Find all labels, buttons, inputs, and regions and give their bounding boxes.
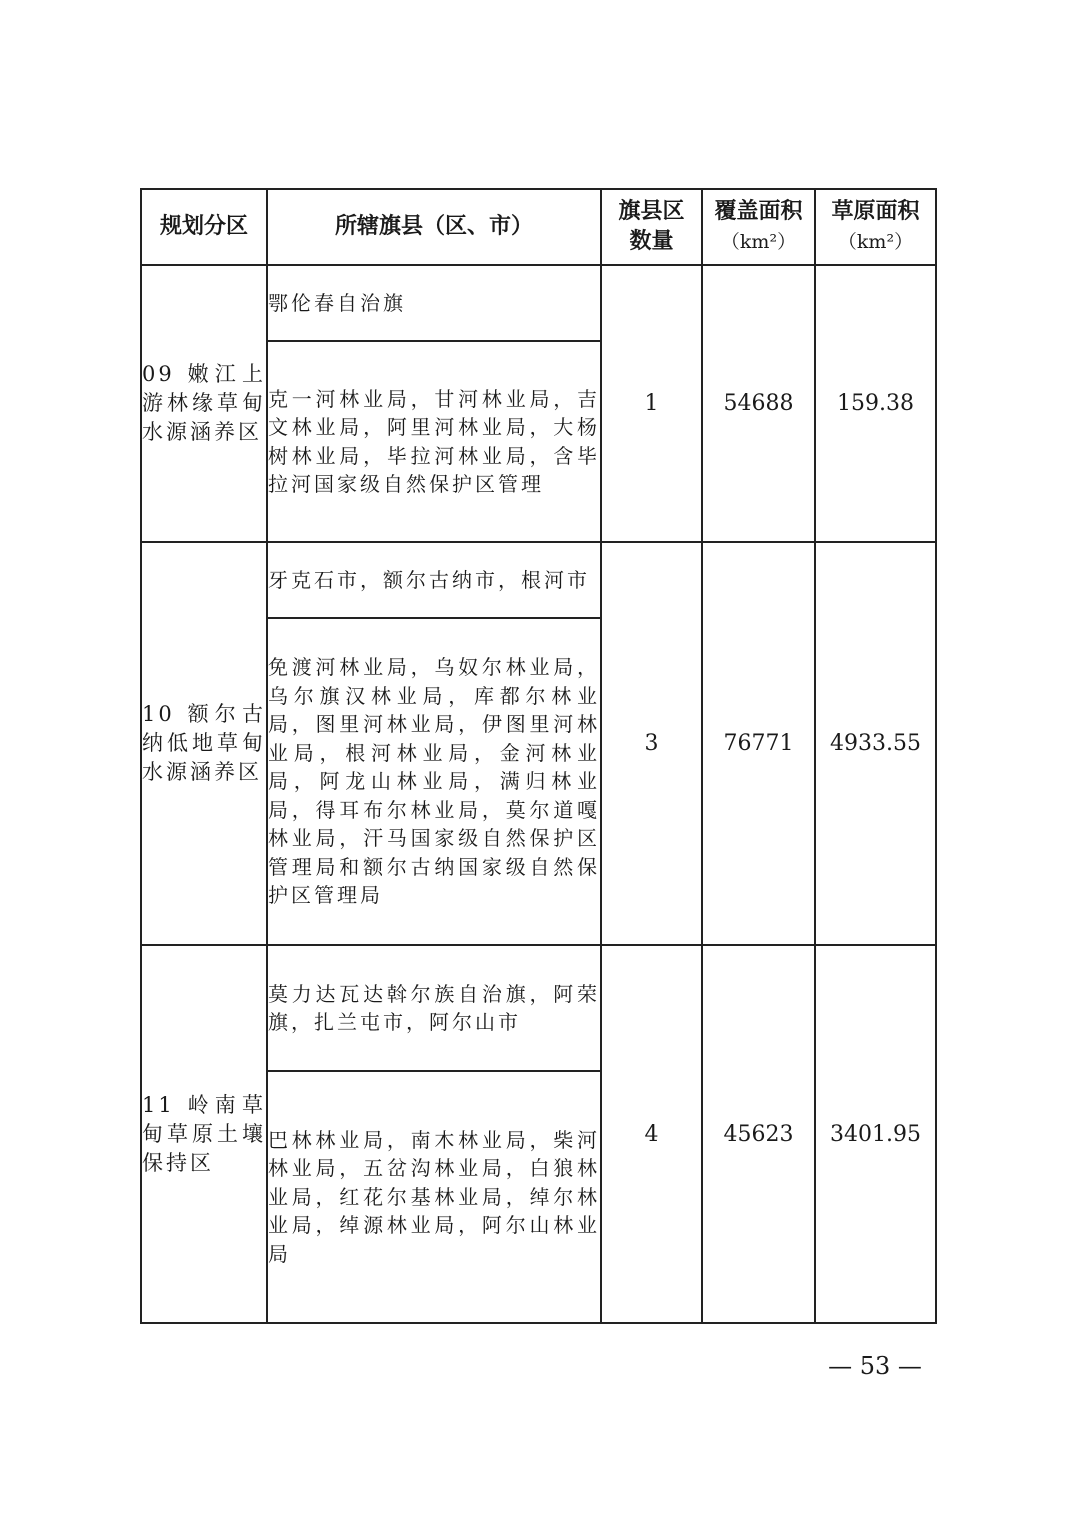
zone-cell: 09 嫩江上游林缘草甸水源涵养区 bbox=[141, 265, 267, 542]
coverage-cell: 45623 bbox=[702, 945, 815, 1323]
count-cell: 4 bbox=[601, 945, 702, 1323]
header-coverage bbox=[702, 189, 815, 265]
table-header-row bbox=[141, 189, 936, 265]
coverage-cell: 54688 bbox=[702, 265, 815, 542]
grassland-cell: 3401.95 bbox=[815, 945, 936, 1323]
header-zone: 规划分区 bbox=[141, 189, 267, 265]
coverage-cell: 76771 bbox=[702, 542, 815, 945]
counties-cell: 莫力达瓦达斡尔族自治旗，阿荣旗，扎兰屯市，阿尔山市 bbox=[267, 945, 601, 1071]
grassland-cell: 4933.55 bbox=[815, 542, 936, 945]
header-coverage-unit: （km²） bbox=[720, 231, 797, 253]
header-coverage-label: 覆盖面积 bbox=[714, 199, 803, 224]
counties-cell: 牙克石市，额尔古纳市，根河市 bbox=[267, 542, 601, 618]
count-cell: 1 bbox=[601, 265, 702, 542]
zoning-table bbox=[140, 188, 937, 1324]
count-cell: 3 bbox=[601, 542, 702, 945]
table-row bbox=[141, 542, 936, 618]
forestry-cell: 免渡河林业局，乌奴尔林业局，乌尔旗汉林业局，库都尔林业局，图里河林业局，伊图里河林业局，根河林业局，金河林业局，阿龙山林业局，满归林业局，得耳布尔林业局，莫尔道嘎林业局，汗马国家级自然保护区管理局和额尔古纳国家级自然保护区管理局 bbox=[267, 618, 601, 945]
counties-cell: 鄂伦春自治旗 bbox=[267, 265, 601, 341]
forestry-cell: 克一河林业局，甘河林业局，吉文林业局，阿里河林业局，大杨树林业局，毕拉河林业局，含毕拉河国家级自然保护区管理 bbox=[267, 341, 601, 542]
page-number: — 53 — bbox=[828, 1352, 922, 1380]
header-count bbox=[601, 189, 702, 265]
table-row bbox=[141, 945, 936, 1071]
grassland-cell: 159.38 bbox=[815, 265, 936, 542]
header-grassland-unit: （km²） bbox=[837, 231, 914, 253]
forestry-cell: 巴林林业局，南木林业局，柴河林业局，五岔沟林业局，白狼林业局，红花尔基林业局，绰尔林业局，绰源林业局，阿尔山林业局 bbox=[267, 1071, 601, 1323]
table-row bbox=[141, 265, 936, 341]
header-counties: 所辖旗县（区、市） bbox=[267, 189, 601, 265]
header-grassland bbox=[815, 189, 936, 265]
zone-cell: 11 岭南草甸草原土壤保持区 bbox=[141, 945, 267, 1323]
header-grassland-label: 草原面积 bbox=[831, 199, 920, 224]
zone-cell: 10 额尔古纳低地草甸水源涵养区 bbox=[141, 542, 267, 945]
header-count-label: 旗县区数量 bbox=[618, 199, 685, 254]
